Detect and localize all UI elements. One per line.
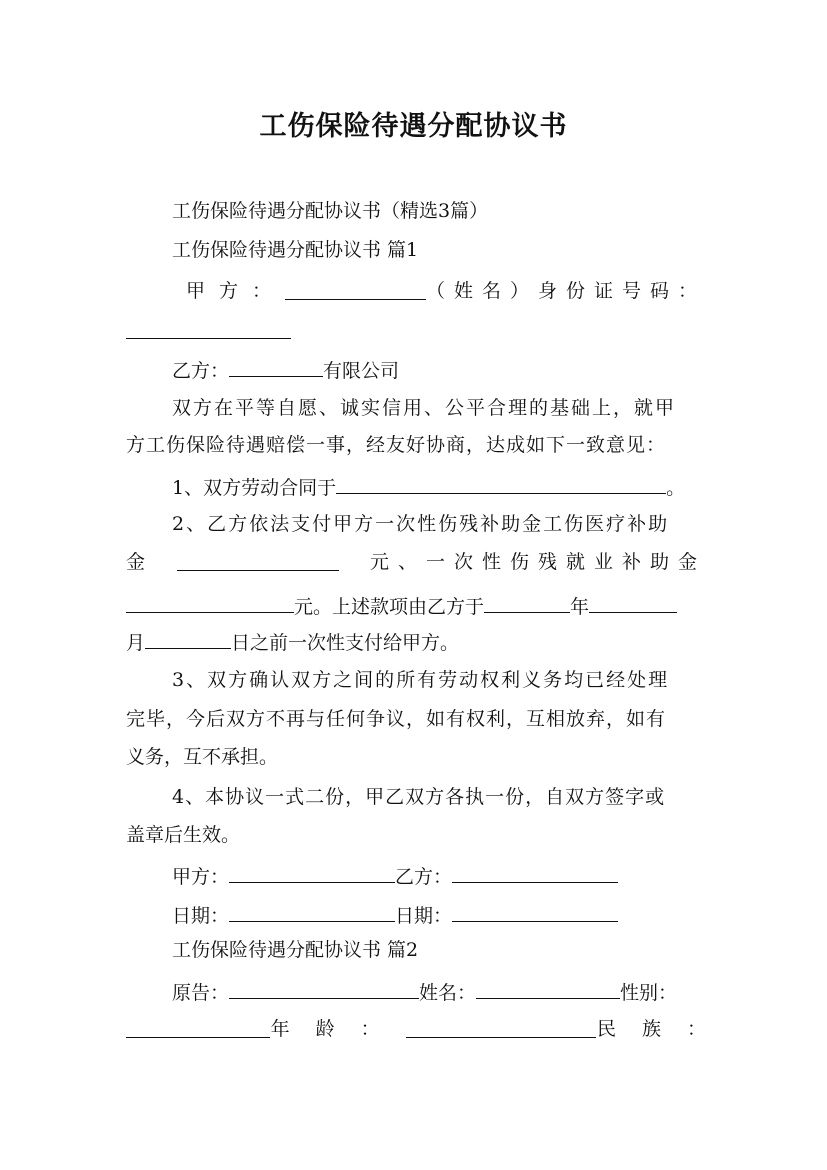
party-a-line — [186, 277, 706, 305]
date-a-blank — [229, 899, 395, 922]
ethnicity-label: 民族： — [596, 1018, 732, 1040]
clause-2-line-4 — [126, 626, 706, 654]
clause-4-line-1: 4、本协议一式二份，甲乙双方各执一份，自双方签字或 — [172, 786, 666, 808]
party-a-label: 甲方： — [186, 280, 286, 302]
date-b-label: 日期： — [395, 905, 453, 927]
party-b-label: 乙方： — [172, 360, 230, 382]
name-blank — [476, 976, 620, 999]
month-blank — [589, 590, 677, 613]
clause-3-line-2: 完毕，今后双方不再与任何争议，如有权利，互相放弃，如有 — [126, 708, 667, 730]
paragraph-intro-2: 方工伤保险待遇赔偿一事，经友好协商，达成如下一致意见： — [126, 434, 667, 456]
document-title: 工伤保险待遇分配协议书 — [259, 111, 568, 142]
medical-amount-blank — [177, 548, 339, 571]
clause-1 — [172, 471, 706, 499]
id-number-blank — [126, 316, 291, 339]
employment-amount-blank — [126, 590, 294, 613]
signature-line — [172, 860, 706, 888]
plaintiff-line — [172, 976, 706, 1004]
day-blank — [145, 626, 231, 649]
clause-1-text: 1、双方劳动合同于 — [172, 477, 337, 499]
age-ethnicity-line — [126, 1015, 732, 1043]
section-heading-1: 工伤保险待遇分配协议书 篇1 — [172, 239, 419, 261]
gender-label: 性别： — [620, 982, 678, 1004]
contract-blank — [336, 471, 666, 494]
signature-a-blank — [229, 860, 395, 883]
plaintiff-label: 原告： — [172, 982, 230, 1004]
signature-b-blank — [452, 860, 618, 883]
company-suffix: 有限公司 — [323, 360, 400, 382]
clause-2-line-3 — [126, 590, 706, 618]
clause-4-line-2: 盖章后生效。 — [126, 824, 241, 846]
date-a-label: 日期： — [172, 905, 230, 927]
clause-2-text-d: 日之前一次性支付给甲方。 — [231, 632, 460, 654]
clause-1-end: 。 — [666, 477, 686, 499]
month-label: 月 — [126, 632, 146, 654]
clause-2-text-b: 元、一次性伤残就业补助金 — [369, 551, 706, 573]
year-label: 年 — [570, 596, 590, 618]
clause-2-line-2 — [126, 548, 706, 576]
date-b-blank — [452, 899, 618, 922]
clause-2-text-a: 金 — [126, 551, 146, 573]
age-blank — [406, 1015, 596, 1038]
subtitle: 工伤保险待遇分配协议书（精选3篇） — [172, 200, 489, 222]
signature-b-label: 乙方： — [395, 866, 453, 888]
party-b-company-blank — [229, 354, 323, 377]
party-a-name-blank — [285, 277, 426, 300]
clause-3-line-3: 义务，互不承担。 — [126, 746, 279, 768]
id-number-line — [126, 316, 706, 344]
signature-a-label: 甲方： — [172, 866, 230, 888]
gender-blank — [126, 1015, 270, 1038]
section-heading-2: 工伤保险待遇分配协议书 篇2 — [172, 939, 419, 961]
date-line — [172, 899, 706, 927]
age-label: 年龄： — [270, 1018, 406, 1040]
clause-3-line-1: 3、双方确认双方之间的所有劳动权利义务均已经处理 — [172, 669, 670, 691]
paragraph-intro-1: 双方在平等自愿、诚实信用、公平合理的基础上，就甲 — [172, 397, 677, 419]
year-blank — [484, 590, 570, 613]
party-b-line — [172, 354, 706, 382]
plaintiff-blank — [229, 976, 419, 999]
clause-2-line-1: 2、乙方依法支付甲方一次性伤残补助金工伤医疗补助 — [172, 513, 670, 535]
clause-2-text-c: 元。上述款项由乙方于 — [294, 596, 485, 618]
id-number-label: （姓名）身份证号码： — [425, 280, 706, 302]
name-label: 姓名： — [419, 982, 477, 1004]
